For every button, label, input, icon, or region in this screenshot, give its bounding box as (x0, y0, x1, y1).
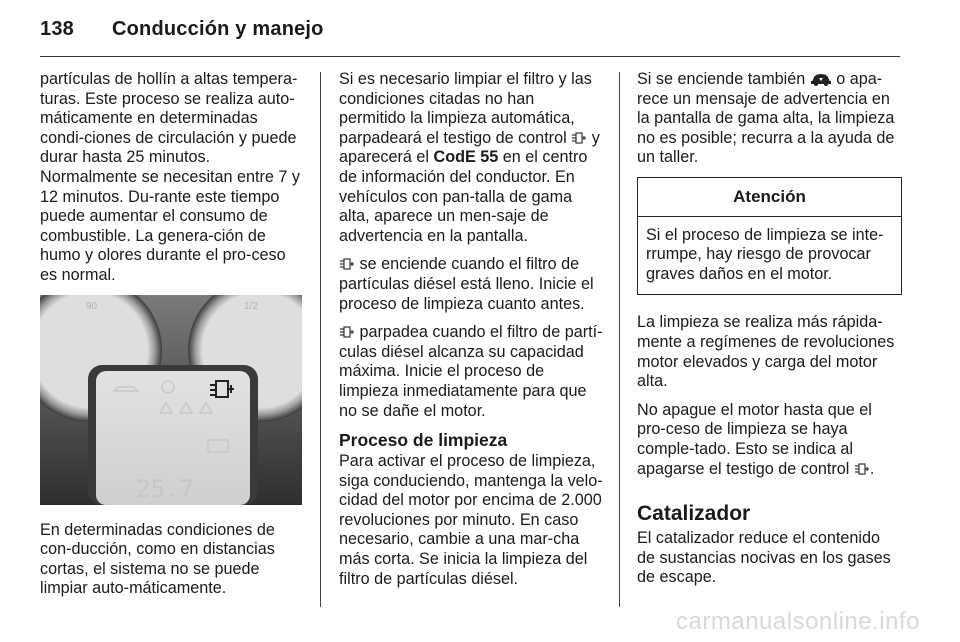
dpf-filter-icon (339, 325, 355, 339)
code-label: CodE 55 (433, 148, 499, 167)
header-rule (40, 56, 900, 57)
text-run: . (869, 459, 875, 478)
text-run: Si se enciende también (637, 70, 806, 88)
dpf-filter-icon (339, 257, 355, 271)
paragraph (339, 70, 604, 246)
warning-body: Si el proceso de limpieza se inte-rrumpe, hay riesgo de provocar graves daños en el motor. (646, 225, 884, 283)
text-run: parpadea cuando el filtro de partí-culas diésel alcanza su capacidad máxima. Inicie el proceso de limpieza inmediatamente para que no se dañe el motor. (339, 323, 603, 420)
warning-box (637, 177, 902, 295)
paragraph: La limpieza se realiza más rápida-mente a regímenes de revoluciones motor elevados y carga del motor alta. (637, 313, 895, 391)
text-run: No apague el motor hasta que el pro-ceso de limpieza se haya comple-tado. Esto se indica al apagarse el testigo de control (637, 400, 872, 478)
paragraph: El catalizador reduce el contenido de sustancias nocivas en los gases de escape. (637, 529, 891, 587)
paragraph (637, 401, 902, 479)
column-2 (339, 70, 604, 598)
section-heading: Catalizador (637, 502, 751, 526)
dpf-filter-icon (854, 462, 870, 476)
column-divider-1 (320, 72, 321, 607)
page-header (40, 18, 324, 41)
text-run: se enciende cuando el filtro de partículas diésel está lleno. Inicie el proceso de limpieza cuanto antes. (339, 255, 594, 313)
display-reading: 25.7 (136, 474, 194, 503)
paragraph (339, 255, 604, 314)
column-3 (637, 70, 902, 597)
column-divider-2 (619, 72, 620, 607)
section-heading: Proceso de limpieza (339, 430, 508, 451)
text-run: en el centro de información del conductor. En vehículos con pan-talla de gama alta, aparece un men-saje de advertencia en la pantalla. (339, 148, 588, 245)
gauge-left-label: 90 (86, 300, 98, 312)
watermark: carmanualsonline.info (676, 608, 920, 635)
text-run: o apa-rece un mensaje de advertencia en la pantalla de gama alta, la limpieza no es posible; recurra a la ayuda de un taller. (637, 70, 895, 167)
text-run: Si es necesario limpiar el filtro y las condiciones citadas no han permitido la limpieza automática, parpadeará el testigo de control (339, 70, 592, 147)
paragraph (637, 70, 902, 168)
warning-title: Atención (638, 178, 901, 217)
paragraph: partículas de hollín a altas tempera-turas. Este proceso se realiza auto-máticamente en determinadas condi-ciones de circulación y puede durar hasta 25 minutos. Normalmente se necesitan entre 7 y 12 minutos. Du-rante este tiempo puede aumentar el consumo de combustible. La genera-ción de humo y olores durante el pro-ceso es normal. (40, 70, 301, 284)
column-1 (40, 70, 305, 608)
text-run: y aparecerá el (339, 128, 600, 167)
gauge-right-label: 1/2 (244, 300, 258, 312)
page-title: Conducción y manejo (112, 18, 324, 40)
car-service-icon (810, 72, 832, 86)
paragraph (339, 323, 604, 421)
paragraph: Para activar el proceso de limpieza, siga conduciendo, mantenga la velo-cidad del motor por encima de 2.000 revoluciones por minuto. En caso necesario, cambie a una mar-cha más corta. Se inicia la limpieza del filtro de partículas diésel. (339, 452, 603, 588)
dashboard-cluster-image (40, 295, 302, 505)
page-number: 138 (40, 18, 74, 40)
dpf-filter-icon (571, 131, 587, 145)
paragraph: En determinadas condiciones de con-ducción, como en distancias cortas, el sistema no se puede limpiar auto-máticamente. (40, 520, 275, 598)
